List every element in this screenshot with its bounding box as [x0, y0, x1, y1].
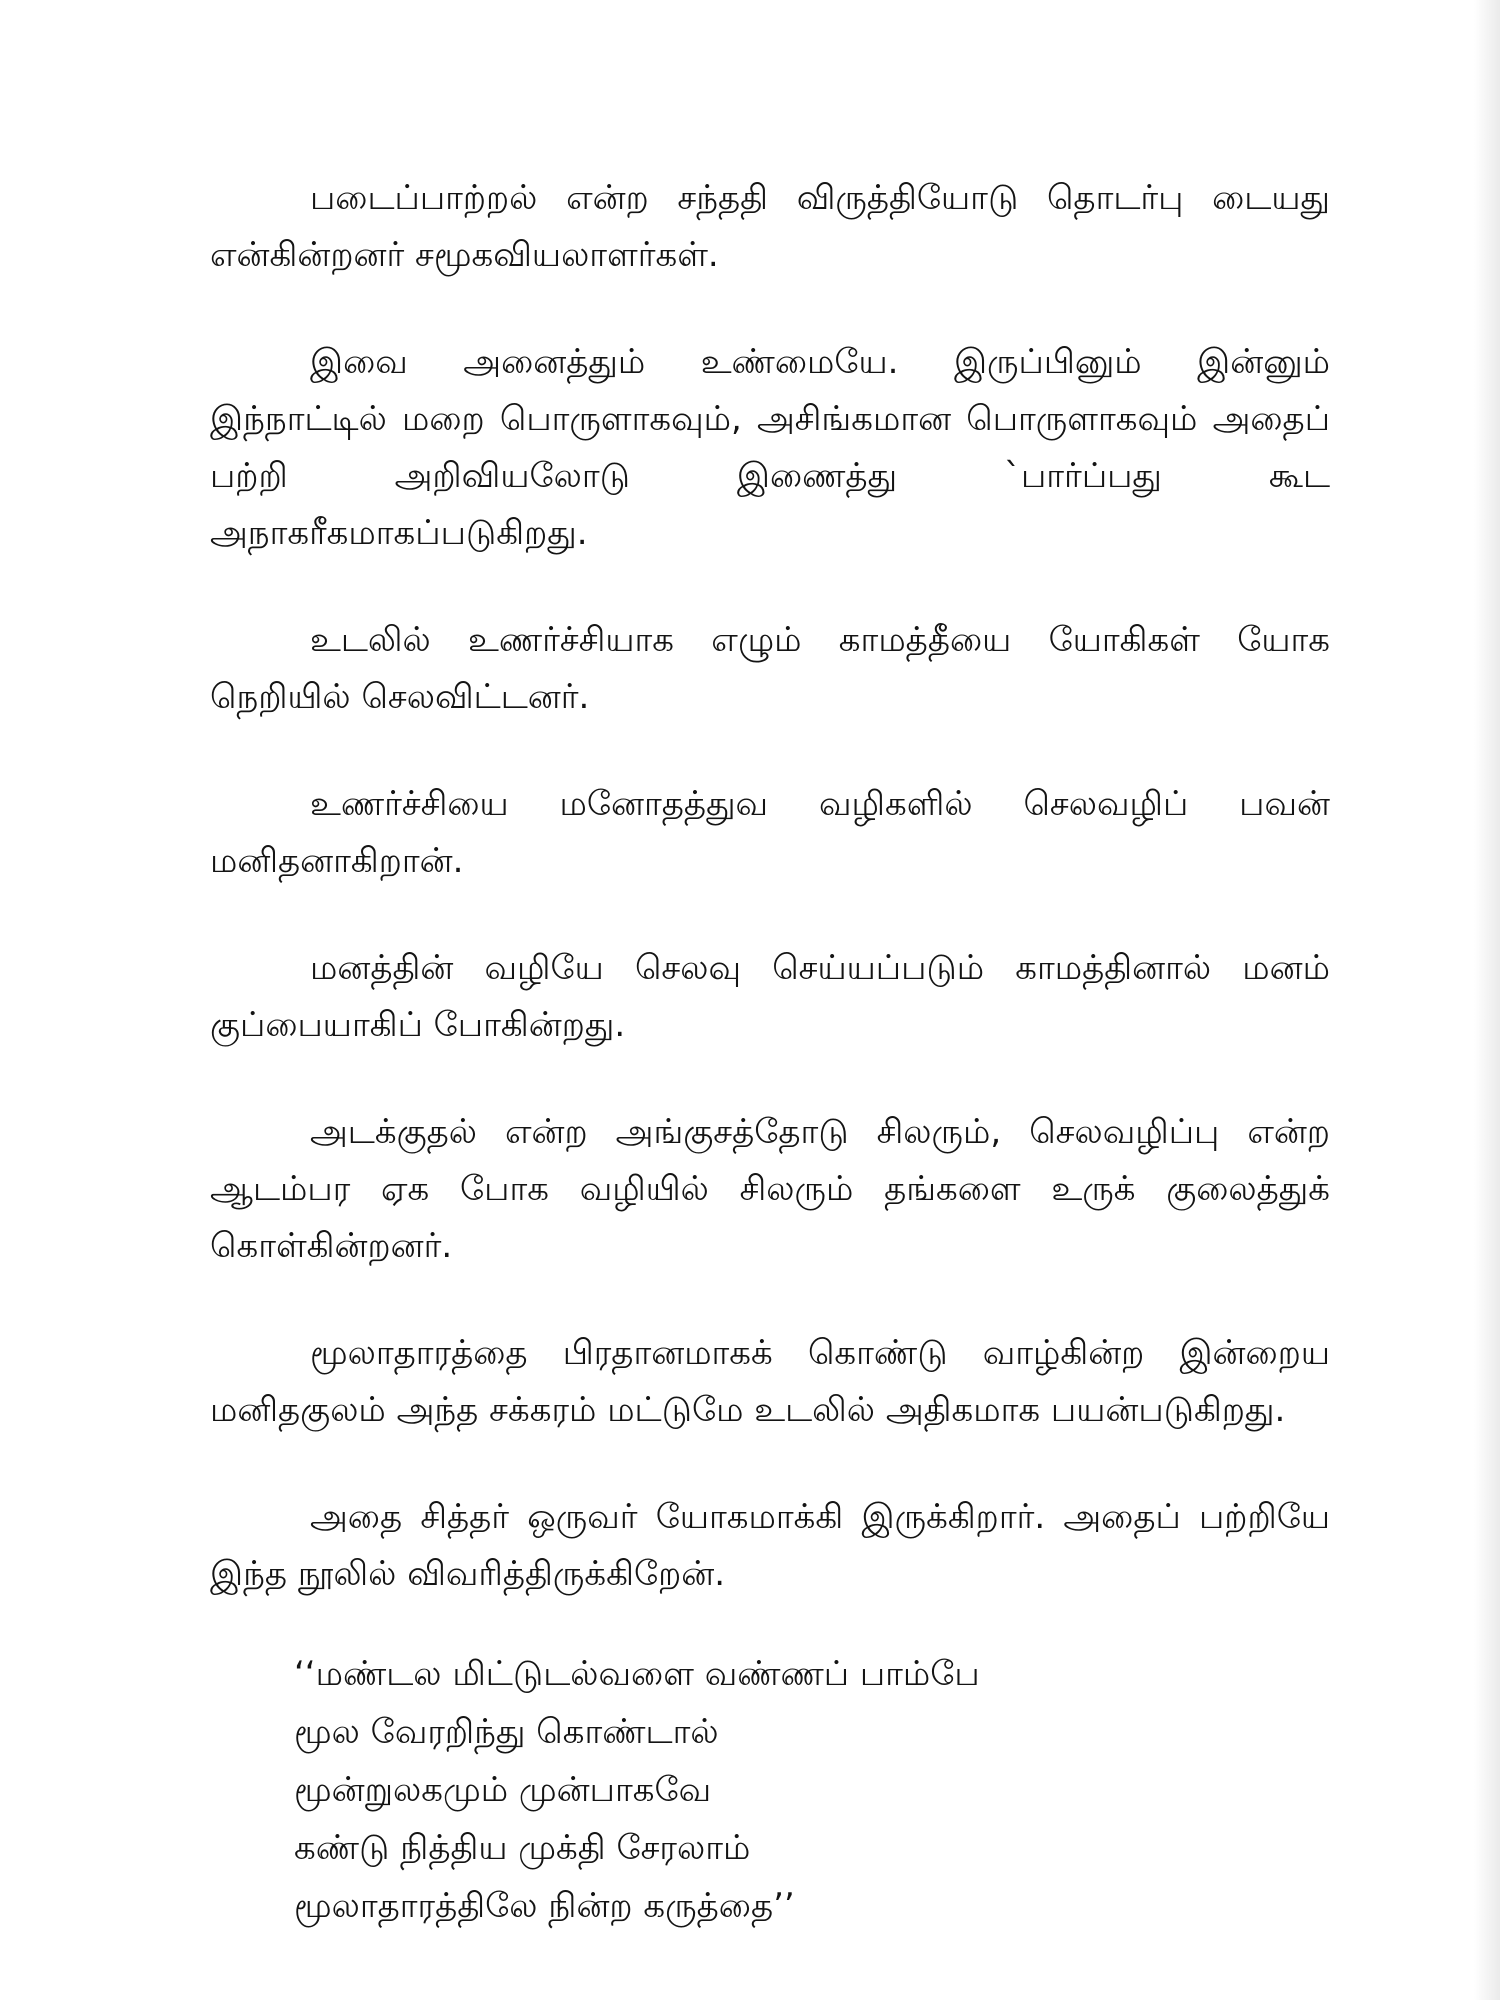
verse-line-1: ‘‘மண்டல மிட்டுடல்வளை வண்ணப் பாம்பே — [294, 1654, 980, 1694]
paragraph-5: மனத்தின் வழியே செலவு செய்யப்படும் காமத்தினால் மனம் குப்பையாகிப் போகின்றது. — [210, 948, 1330, 1045]
verse-line-4: கண்டு நித்திய முக்தி சேரலாம் — [294, 1828, 751, 1868]
verse-line-5: மூலாதாரத்திலே நின்ற கருத்தை’’ — [294, 1886, 795, 1926]
verse-line-2: மூல வேரறிந்து கொண்டால் — [294, 1712, 719, 1752]
paragraph-6: அடக்குதல் என்ற அங்குசத்தோடு சிலரும், செலவழிப்பு என்ற ஆடம்பர ஏக போக வழியில் சிலரும் தங்களை உருக் குலைத்துக் கொள்கின்றனர். — [210, 1112, 1330, 1266]
page-body — [210, 170, 1330, 1935]
paragraph-2: இவை அனைத்தும் உண்மையே. இருப்பினும் இன்னும் இந்நாட்டில் மறை பொருளாகவும், அசிங்கமான பொருளாகவும் அதைப் பற்றி அறிவியலோடு இணைத்து `பார்ப்பது கூட அநாகரீகமாகப்படுகிறது. — [210, 342, 1330, 553]
paragraph-1: படைப்பாற்றல் என்ற சந்ததி விருத்தியோடு தொடர்பு டையது என்கின்றனர் சமூகவியலாளர்கள். — [210, 178, 1330, 275]
paragraph-4: உணர்ச்சியை மனோதத்துவ வழிகளில் செலவழிப் பவன் மனிதனாகிறான். — [210, 784, 1330, 881]
verse-line-3: மூன்றுலகமும் முன்பாகவே — [294, 1770, 712, 1810]
quoted-verse — [294, 1645, 1330, 1935]
paragraph-7: மூலாதாரத்தை பிரதானமாகக் கொண்டு வாழ்கின்ற இன்றைய மனிதகுலம் அந்த சக்கரம் மட்டுமே உடலில் அதிகமாக பயன்படுகிறது. — [210, 1333, 1330, 1430]
paragraph-8: அதை சித்தர் ஒருவர் யோகமாக்கி இருக்கிறார். அதைப் பற்றியே இந்த நூலில் விவரித்திருக்கிறேன். — [210, 1497, 1330, 1594]
scan-shadow-edge — [1474, 0, 1500, 2000]
paragraph-3: உடலில் உணர்ச்சியாக எழும் காமத்தீயை யோகிகள் யோக நெறியில் செலவிட்டனர். — [210, 620, 1330, 717]
